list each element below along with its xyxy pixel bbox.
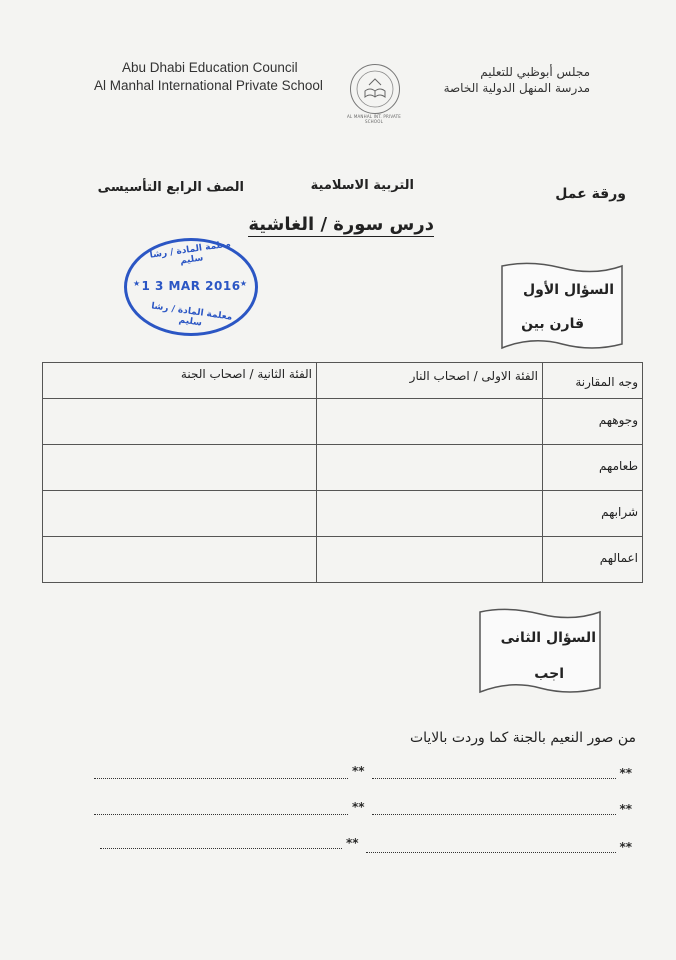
row-label: شرابهم (543, 491, 643, 537)
dotted-line (94, 814, 348, 815)
table-row (43, 491, 643, 537)
logo-caption: AL MANHAL INT. PRIVATE SCHOOL (347, 114, 401, 124)
stamp-ring-text-bottom: معلمة المادة / رشا سليم (150, 301, 233, 329)
answer-cell[interactable] (317, 399, 543, 445)
row-label: وجوههم (543, 399, 643, 445)
answer-cell[interactable] (43, 399, 317, 445)
answer-cell[interactable] (43, 491, 317, 537)
subject-label: التربية الاسلامية (310, 178, 414, 193)
question2-banner-shape (478, 608, 602, 698)
star-icon: ★ (133, 279, 141, 288)
question1-banner-shape (500, 262, 624, 354)
table-row (43, 537, 643, 583)
answer-line[interactable] (40, 838, 640, 858)
bullet-marker: ** (619, 766, 632, 780)
answer-cell[interactable] (43, 537, 317, 583)
bullet-marker: ** (619, 840, 632, 854)
row-label: طعامهم (543, 445, 643, 491)
table-header-cell: الفئة الثانية / اصحاب الجنة (43, 363, 317, 399)
question1-heading: السؤال الأول (523, 282, 614, 298)
dotted-line (100, 848, 342, 849)
bullet-marker: ** (619, 802, 632, 816)
grade-label: الصف الرابع التأسيسى (97, 180, 244, 195)
dotted-line (366, 852, 616, 853)
comparison-table (42, 362, 643, 583)
answer-cell[interactable] (317, 537, 543, 583)
table-header-row (43, 363, 643, 399)
teacher-stamp (124, 238, 258, 336)
answer-line[interactable] (40, 802, 640, 822)
dotted-line (372, 814, 616, 815)
stamp-date: 1 3 MAR 2016 (141, 279, 241, 293)
school-name-ar: مدرسة المنهل الدولية الخاصة (443, 81, 590, 95)
table-row (43, 445, 643, 491)
lesson-title: درس سورة / الغاشية (248, 214, 434, 235)
bullet-marker: ** (352, 800, 365, 814)
dotted-line (94, 778, 348, 779)
question2-heading: السؤال الثانى (500, 630, 596, 646)
school-name-en: Al Manhal International Private School (94, 78, 323, 93)
star-icon: ★ (239, 279, 247, 288)
bullet-marker: ** (352, 764, 365, 778)
question1-instruction: قارن بين (521, 316, 584, 332)
answer-line[interactable] (40, 766, 640, 786)
bullet-marker: ** (346, 836, 359, 850)
row-label: اعمالهم (543, 537, 643, 583)
dotted-line (372, 778, 616, 779)
answer-cell[interactable] (317, 491, 543, 537)
table-header-cell: وجه المقارنة (543, 363, 643, 399)
question2-prompt: من صور النعيم بالجنة كما وردت بالايات (409, 730, 636, 746)
table-header-cell: الفئة الاولى / اصحاب النار (317, 363, 543, 399)
question2-instruction: اجب (534, 666, 564, 682)
stamp-ring-text-top: معلمة المادة / رشا سليم (149, 239, 232, 267)
answer-cell[interactable] (317, 445, 543, 491)
table-row (43, 399, 643, 445)
worksheet-label: ورقة عمل (555, 186, 626, 202)
council-name-ar: مجلس أبوظبي للتعليم (480, 65, 590, 79)
answer-cell[interactable] (43, 445, 317, 491)
council-name-en: Abu Dhabi Education Council (122, 60, 298, 75)
